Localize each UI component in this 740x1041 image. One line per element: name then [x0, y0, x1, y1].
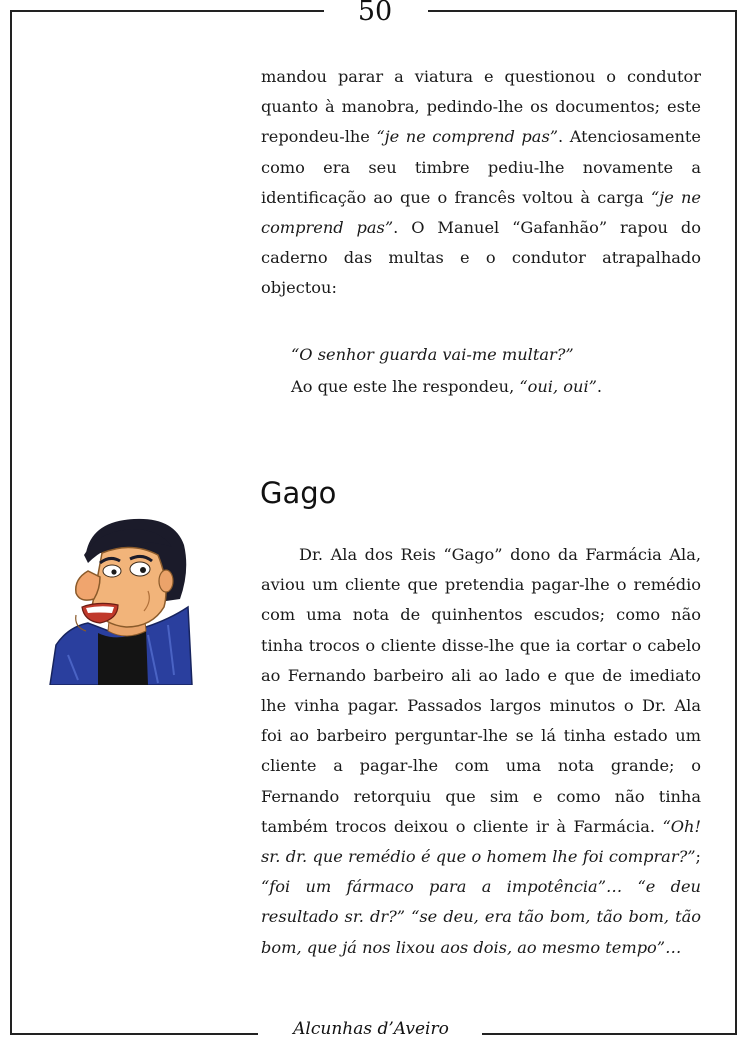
- story2-text-1: Dr. Ala dos Reis “Gago” dono da Farmácia Ala, aviou um cliente que pretendia pagar-lhe o remédio com uma nota de quinhentos escudos; como não tinha trocos o cliente disse-lhe que ia cortar o cabelo ao Fernando barbeiro ali ao lado e que de imediato lhe vinha pagar. Passados largos minutos o Dr. Ala foi ao barbeiro perguntar-lhe se lá tinha estado um cliente a pagar-lhe com uma nota grande; o Fernando retorquiu que sim e como não tinha também trocos deixou o cliente ir à Farmácia.: [261, 545, 701, 836]
- frame-bottom-right: [482, 1033, 737, 1035]
- frame-bottom-left: [10, 1033, 258, 1035]
- story1-answer-prefix: Ao que este lhe respondeu,: [291, 377, 520, 396]
- story1-quote-2: “je ne comprend pas”: [261, 187, 701, 238]
- story2-quote-1: “Oh! sr. dr. que remédio é que o homem lhe foi comprar?”: [261, 816, 701, 867]
- story1-text-1: mandou parar a viatura e questionou o condutor quanto à manobra, pedindo-lhe os documentos; este repondeu-lhe: [261, 67, 701, 147]
- frame-right: [735, 10, 737, 1034]
- story1-answer-quote: “oui, oui”: [519, 377, 597, 396]
- story1-text-3: . O Manuel “Gafanhão” rapou do caderno das multas e o condutor atrapalhado objectou:: [261, 218, 701, 298]
- footer-book-title: Alcunhas d’Aveiro: [293, 1019, 449, 1039]
- story2-quote-2: “foi um fármaco para a impotência”… “e deu resultado sr. dr?” “se deu, era tão bom, tão bom, tão bom, que já nos lixou aos dois, ao mesmo tempo”…: [261, 877, 701, 957]
- page-number: 50: [357, 0, 393, 27]
- frame-top-left: [10, 10, 324, 12]
- story1-dialogue: [291, 339, 602, 403]
- story1-text-2: . Atenciosamente como era seu timbre pediu-lhe novamente a identificação ao que o francês voltou à carga: [261, 127, 701, 207]
- story-title: Gago: [260, 476, 337, 510]
- story1-answer-line: [291, 371, 602, 403]
- story2-text-2: ;: [695, 847, 701, 867]
- frame-left: [10, 10, 12, 1034]
- shirt-shape: [98, 630, 148, 685]
- nose-shape: [76, 571, 100, 600]
- story1-paragraph: [261, 62, 701, 304]
- story1-quote-1: “je ne comprend pas”: [376, 127, 559, 147]
- caricature-illustration: [48, 515, 193, 685]
- story1-quote-line: “O senhor guarda vai-me multar?”: [291, 345, 574, 364]
- frame-top-right: [428, 10, 736, 12]
- story1-answer-suffix: .: [596, 377, 603, 396]
- story2-paragraph: [261, 540, 701, 963]
